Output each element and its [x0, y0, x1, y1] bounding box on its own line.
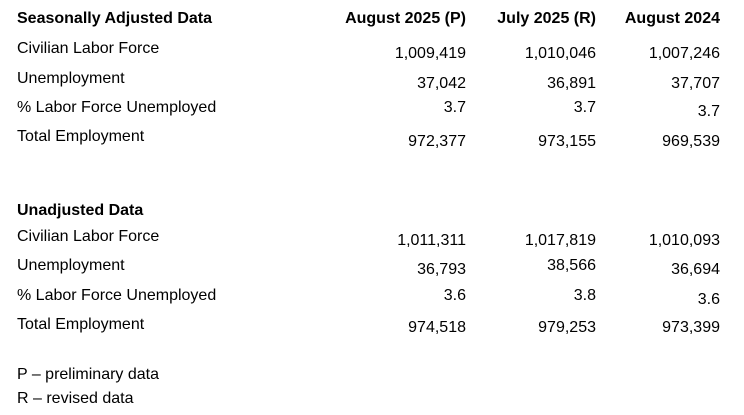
- row-label: Civilian Labor Force: [17, 228, 160, 245]
- footnote-preliminary: P – preliminary data: [17, 366, 159, 383]
- unadjusted-section-title: Unadjusted Data: [17, 202, 144, 219]
- seasonal-section-title: Seasonally Adjusted Data: [17, 10, 213, 27]
- cell-value: 969,539: [662, 133, 720, 150]
- cell-value: 972,377: [408, 133, 466, 150]
- row-label: Total Employment: [17, 316, 145, 333]
- cell-value: 3.6: [443, 287, 466, 304]
- row-label: Total Employment: [17, 128, 145, 145]
- row-label: % Labor Force Unemployed: [17, 99, 217, 116]
- cell-value: 973,155: [538, 133, 596, 150]
- cell-value: 3.6: [697, 291, 720, 308]
- cell-value: 1,010,046: [524, 45, 596, 62]
- cell-value: 1,017,819: [524, 232, 596, 249]
- row-label: Civilian Labor Force: [17, 40, 160, 57]
- cell-value: 1,010,093: [648, 232, 720, 249]
- cell-value: 3.7: [573, 99, 596, 116]
- cell-value: 1,011,311: [397, 232, 466, 249]
- cell-value: 1,009,419: [394, 45, 466, 62]
- cell-value: 3.8: [573, 287, 596, 304]
- row-label: % Labor Force Unemployed: [17, 287, 217, 304]
- cell-value: 1,007,246: [648, 45, 720, 62]
- column-header-august-2024: August 2024: [624, 10, 720, 27]
- cell-value: 3.7: [443, 99, 466, 116]
- cell-value: 974,518: [408, 319, 466, 336]
- cell-value: 36,793: [417, 261, 466, 278]
- cell-value: 979,253: [538, 319, 596, 336]
- footnote-revised: R – revised data: [17, 390, 134, 407]
- cell-value: 973,399: [662, 319, 720, 336]
- column-header-july-2025: July 2025 (R): [497, 10, 596, 27]
- cell-value: 38,566: [547, 257, 596, 274]
- cell-value: 36,694: [671, 261, 720, 278]
- row-label: Unemployment: [17, 70, 125, 87]
- cell-value: 37,042: [417, 75, 466, 92]
- row-label: Unemployment: [17, 257, 125, 274]
- column-header-august-2025: August 2025 (P): [345, 10, 466, 27]
- cell-value: 3.7: [697, 103, 720, 120]
- cell-value: 36,891: [547, 75, 596, 92]
- cell-value: 37,707: [671, 75, 720, 92]
